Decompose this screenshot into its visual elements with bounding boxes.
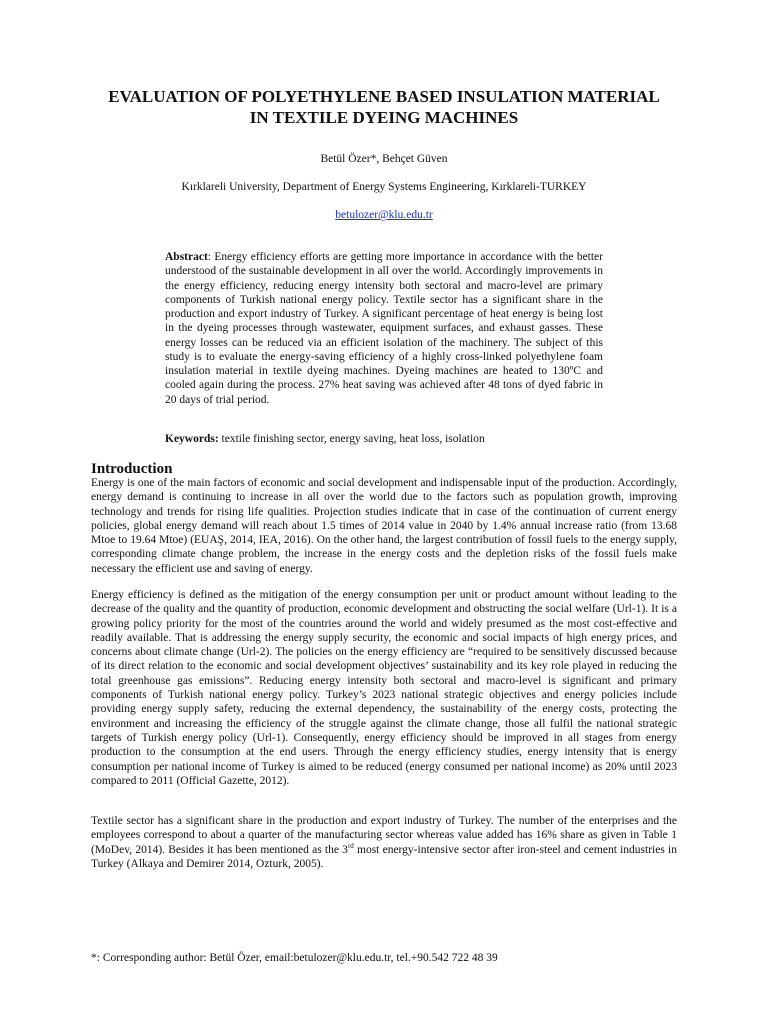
ordinal-superscript: rd [347,841,354,850]
abstract-label: Abstract [165,251,208,263]
introduction-paragraph-2: Energy efficiency is defined as the mitigation of the energy consumption per unit or product amount without leading to the decrease of the quality and the quantity of production, economic development and obstructing the social welfare (Url-1). It is a growing policy priority for the most of the countries around the world and widely presumed as the most cost-effective and readily available. That is addressing the energy supply security, the economic and social impacts of high energy prices, and concerns about climate change (Url-2). The policies on the energy efficiency are “required to be sensitively discussed because of its direct relation to the economic and social development objectives’ sustainability and its key role played in reducing the total greenhouse gas emissions”. Reducing energy intensity both sectoral and macro-level is significant and primary components of Turkish national energy policy. Turkey’s 2023 national strategic objectives and energy policies include providing energy supply safety, reducing the external dependency, the sustainability of the energy costs, protecting the environment and increasing the efficiency of the struggle against the climate change, those all fulfil the national strategic targets of Turkish energy policy (Url-1). Consequently, energy efficiency should be improved in all stages from energy production to the consumption at the end users. Through the energy efficiency studies, energy intensity that is energy consumption per national income of Turkey is aimed to be reduced (energy consumed per national income) as 20% until 2023 compared to 2011 (Official Gazette, 2012). [91,589,677,787]
author-list: Betül Özer*, Behçet Güven [320,153,448,165]
keywords-label: Keywords: [165,433,219,445]
paragraph-3-text-b: most energy-intensive sector after iron-steel and cement industries in Turkey (Alkaya and Demirer 2014, Ozturk, 2005). [91,843,677,870]
keywords [165,432,603,446]
section-heading-introduction: Introduction [91,461,173,477]
introduction-paragraph-3 [91,814,677,871]
paragraph-3-text-a: Textile sector has a significant share in the production and export industry of Turkey. The number of the enterprises and the employees correspond to about a quarter of the manufacturing sector whereas value added has 16% share as given in Table 1 (MoDev, 2014). Besides it has been mentioned as the 3 [91,815,677,856]
keywords-text: textile finishing sector, energy saving, heat loss, isolation [218,433,485,445]
introduction-paragraph-1: Energy is one of the main factors of economic and social development and indispensable input of the production. Accordingly, energy demand is continuing to increase in all over the world due to the factors such as population growth, improving technology and trends for rising life qualities. Projection studies indicate that in case of the continuation of current energy policies, global energy demand will reach about 1.5 times of 2014 value in 2040 by 1.4% annual increase ratio (from 13.68 Mtoe to 19.64 Mtoe) (EUAŞ, 2014, IEA, 2016). On the other hand, the largest contribution of fossil fuels to the energy supply, corresponding climate change problem, the increase in the energy costs and the depletion risks of the fossil fuels make necessary the efficient use and saving of energy. [91,477,677,575]
corresponding-author-footnote: *: Corresponding author: Betül Özer, email:betulozer@klu.edu.tr, tel.+90.542 722 48 39 [91,952,498,964]
abstract [165,250,603,407]
email-line [0,208,768,222]
paper-title: EVALUATION OF POLYETHYLENE BASED INSULATION MATERIAL IN TEXTILE DYEING MACHINES [108,87,660,127]
abstract-text: : Energy efficiency efforts are getting more importance in accordance with the better understood of the sustainable development in all over the world. Accordingly improvements in the energy efficiency, reducing energy intensity both sectoral and macro-level are primary components of Turkish national energy policy. Textile sector has a significant share in the production and export industry of Turkey. A significant percentage of heat energy is being lost in the dyeing processes through wastewater, equipment surfaces, and exhaust gasses. These energy losses can be reduced via an efficient isolation of the machinery. The subject of this study is to evaluate the energy-saving efficiency of a highly cross-linked polyethylene foam insulation material in textile dyeing machines. Dyeing machines are heated to 130ºC and cooled again during the process. 27% heat saving was achieved after 48 tons of dyed fabric in 20 days of trial period. [165,251,603,406]
email-link[interactable]: betulozer@klu.edu.tr [335,209,433,221]
author-affiliation: Kırklareli University, Department of Energy Systems Engineering, Kırklareli-TURKEY [181,181,587,193]
